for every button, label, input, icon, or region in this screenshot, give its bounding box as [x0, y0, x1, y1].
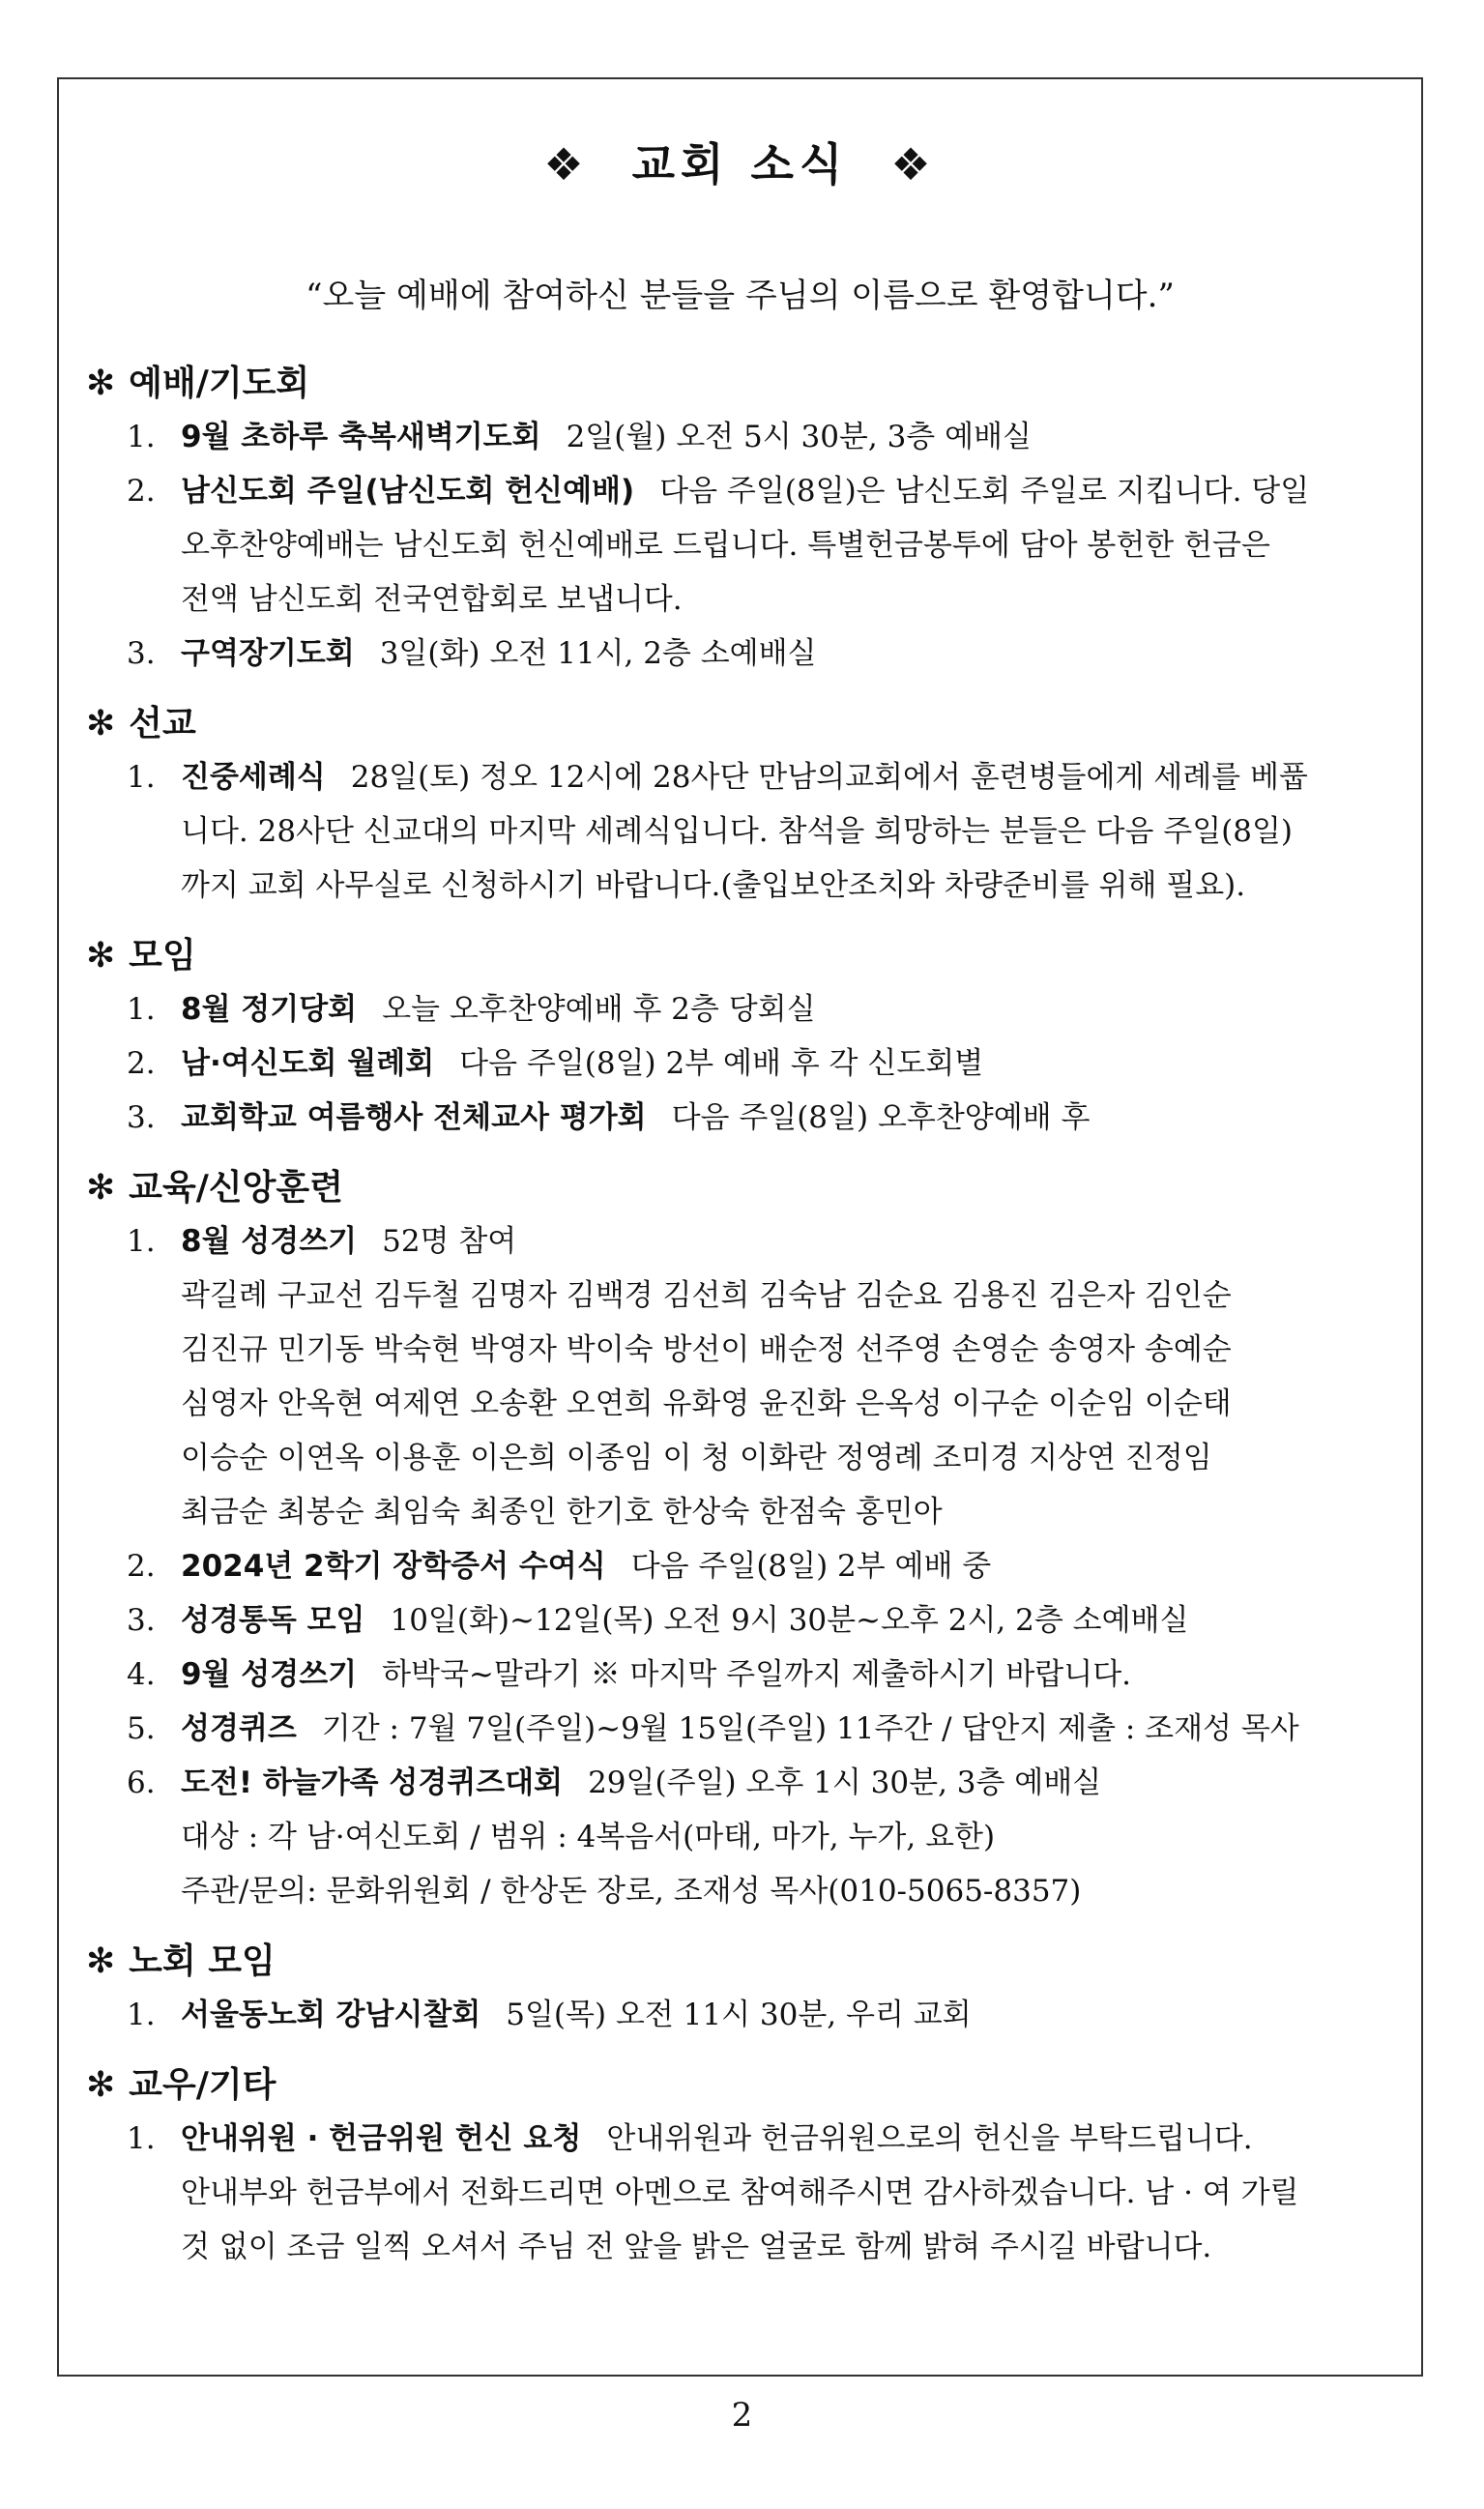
- item-line: [181, 1485, 1394, 1539]
- item-line: [181, 1593, 1394, 1648]
- section-heading-text: 교육/신앙훈련: [129, 1168, 343, 1208]
- diamond-ornament-icon: ❖: [543, 138, 590, 190]
- item-text: 다음 주일(8일) 2부 예배 중: [630, 1549, 992, 1584]
- item-text: 안내부와 헌금부에서 전화드리면 아멘으로 참여해주시면 감사하겠습니다. 남 · 여 가릴: [181, 2175, 1299, 2210]
- item-text: 대상 : 각 남·여신도회 / 범위 : 4복음서(마태, 마가, 누가, 요한): [181, 1820, 996, 1854]
- diamond-ornament-icon: ❖: [890, 138, 937, 190]
- item-line: [181, 518, 1394, 572]
- item-text: 곽길례 구교선 김두철 김명자 김백경 김선희 김숙남 김순요 김용진 김은자 김인순: [181, 1278, 1232, 1313]
- page-title: [59, 130, 1421, 193]
- welcome-message: “오늘 예배에 참여하신 분들을 주님의 이름으로 환영합니다.”: [306, 277, 1175, 315]
- item-number: 1.: [127, 420, 156, 454]
- item-line: [181, 1269, 1394, 1323]
- item-title: 남·여신도회 월례회: [181, 1046, 435, 1081]
- news-section: [86, 1162, 1394, 1918]
- news-content: [86, 358, 1394, 2291]
- news-item: [86, 1648, 1394, 1702]
- section-heading-text: 교우/기타: [129, 2065, 276, 2105]
- item-text: 니다. 28사단 신교대의 마지막 세례식입니다. 참석을 희망하는 분들은 다음 주일(8일): [181, 814, 1294, 849]
- item-text: 오늘 오후찬양예배 후 2층 당회실: [382, 992, 816, 1027]
- news-section: [86, 930, 1394, 1145]
- item-line: [181, 859, 1394, 913]
- item-text: 까지 교회 사무실로 신청하시기 바랍니다.(출입보안조치와 차량준비를 위해 필요).: [181, 868, 1246, 903]
- item-title: 교회학교 여름행사 전체교사 평가회: [181, 1100, 647, 1135]
- item-line: [181, 1377, 1394, 1431]
- item-line: [181, 1091, 1394, 1145]
- item-title: 남신도회 주일(남신도회 헌신예배): [181, 474, 635, 509]
- news-item: [86, 750, 1394, 913]
- section-heading: [86, 698, 1394, 750]
- item-line: [181, 1539, 1394, 1593]
- item-text: 3일(화) 오전 11시, 2층 소예배실: [379, 636, 817, 671]
- item-number: 1.: [127, 1998, 156, 2032]
- item-number: 3.: [127, 636, 156, 671]
- item-number: 1.: [127, 760, 156, 795]
- asterisk-bullet-icon: ✻: [86, 364, 116, 403]
- item-number: 2.: [127, 1046, 156, 1081]
- item-line: [181, 750, 1394, 804]
- item-number: 3.: [127, 1100, 156, 1135]
- item-line: [181, 1214, 1394, 1269]
- item-line: [181, 1323, 1394, 1377]
- item-line: [181, 2166, 1394, 2220]
- item-text: 다음 주일(8일)은 남신도회 주일로 지킵니다. 당일: [659, 474, 1310, 509]
- item-line: [181, 1431, 1394, 1485]
- item-title: 9월 초하루 축복새벽기도회: [181, 420, 541, 454]
- item-text: 다음 주일(8일) 오후찬양예배 후: [671, 1100, 1091, 1135]
- bulletin-frame: [57, 77, 1423, 2377]
- news-item: [86, 1593, 1394, 1648]
- item-text: 오후찬양예배는 남신도회 헌신예배로 드립니다. 특별헌금봉투에 담아 봉헌한 헌금은: [181, 528, 1270, 563]
- item-text: 김진규 민기동 박숙현 박영자 박이숙 방선이 배순정 선주영 손영순 송영자 송예순: [181, 1332, 1232, 1367]
- item-text: 2일(월) 오전 5시 30분, 3층 예배실: [566, 420, 1032, 454]
- item-text: 주관/문의: 문화위원회 / 한상돈 장로, 조재성 목사(010-5065-8357): [181, 1874, 1082, 1909]
- item-title: 서울동노회 강남시찰회: [181, 1998, 481, 2032]
- item-text: 하박국~말라기 ※ 마지막 주일까지 제출하시기 바랍니다.: [382, 1657, 1132, 1692]
- item-text: 5일(목) 오전 11시 30분, 우리 교회: [506, 1998, 972, 2032]
- news-section: [86, 2059, 1394, 2274]
- item-text: 52명 참여: [382, 1224, 517, 1259]
- news-section: [86, 698, 1394, 913]
- news-item: [86, 1988, 1394, 2042]
- asterisk-bullet-icon: ✻: [86, 1941, 116, 1981]
- news-item: [86, 1702, 1394, 1756]
- item-title: 8월 성경쓰기: [181, 1224, 358, 1259]
- item-text: 것 없이 조금 일찍 오셔서 주님 전 앞을 밝은 얼굴로 함께 밝혀 주시길 바랍니다.: [181, 2230, 1212, 2264]
- news-item: [86, 2112, 1394, 2274]
- item-title: 성경통독 모임: [181, 1603, 365, 1638]
- asterisk-bullet-icon: ✻: [86, 1168, 116, 1208]
- item-text: 10일(화)~12일(목) 오전 9시 30분~오후 2시, 2층 소예배실: [390, 1603, 1189, 1638]
- item-title: 안내위원 · 헌금위원 헌신 요청: [181, 2121, 582, 2156]
- item-line: [181, 410, 1394, 464]
- item-text: 안내위원과 헌금위원으로의 헌신을 부탁드립니다.: [606, 2121, 1253, 2156]
- news-section: [86, 1936, 1394, 2042]
- item-number: 1.: [127, 2121, 156, 2156]
- item-line: [181, 804, 1394, 859]
- asterisk-bullet-icon: ✻: [86, 2065, 116, 2105]
- item-text: 심영자 안옥현 여제연 오송환 오연희 유화영 윤진화 은옥성 이구순 이순임 이순태: [181, 1386, 1232, 1421]
- item-number: 1.: [127, 1224, 156, 1259]
- item-line: [181, 627, 1394, 681]
- item-text: 기간 : 7월 7일(주일)~9월 15일(주일) 11주간 / 답안지 제출 : 조재성 목사: [321, 1711, 1299, 1746]
- news-item: [86, 1036, 1394, 1091]
- item-line: [181, 572, 1394, 627]
- item-line: [181, 1036, 1394, 1091]
- section-heading-text: 모임: [129, 936, 196, 976]
- item-title: 진중세례식: [181, 760, 326, 795]
- item-title: 성경퀴즈: [181, 1711, 297, 1746]
- item-number: 2.: [127, 474, 156, 509]
- item-line: [181, 1702, 1394, 1756]
- item-title: 8월 정기당회: [181, 992, 358, 1027]
- item-number: 1.: [127, 992, 156, 1027]
- item-line: [181, 1864, 1394, 1918]
- news-item: [86, 464, 1394, 627]
- item-number: 5.: [127, 1711, 156, 1746]
- item-number: 4.: [127, 1657, 156, 1692]
- news-item: [86, 982, 1394, 1036]
- item-text: 전액 남신도회 전국연합회로 보냅니다.: [181, 582, 683, 617]
- item-number: 6.: [127, 1765, 156, 1800]
- page-number: 2: [731, 2396, 753, 2435]
- item-number: 3.: [127, 1603, 156, 1638]
- section-heading-text: 선교: [129, 704, 196, 744]
- news-item: [86, 627, 1394, 681]
- news-item: [86, 1091, 1394, 1145]
- asterisk-bullet-icon: ✻: [86, 936, 116, 976]
- item-line: [181, 464, 1394, 518]
- news-item: [86, 1214, 1394, 1539]
- item-text: 최금순 최봉순 최임숙 최종인 한기호 한상숙 한점숙 홍민아: [181, 1495, 943, 1530]
- item-text: 28일(토) 정오 12시에 28사단 만남의교회에서 훈련병들에게 세례를 베풉: [350, 760, 1308, 795]
- item-line: [181, 1756, 1394, 1810]
- item-line: [181, 1648, 1394, 1702]
- section-heading: [86, 1162, 1394, 1214]
- item-line: [181, 982, 1394, 1036]
- section-heading: [86, 2059, 1394, 2112]
- section-heading: [86, 930, 1394, 982]
- item-line: [181, 1988, 1394, 2042]
- section-heading: [86, 1936, 1394, 1988]
- news-section: [86, 358, 1394, 681]
- news-item: [86, 1756, 1394, 1918]
- item-text: 29일(주일) 오후 1시 30분, 3층 예배실: [588, 1765, 1102, 1800]
- item-title: 9월 성경쓰기: [181, 1657, 358, 1692]
- section-heading-text: 노회 모임: [129, 1941, 276, 1981]
- item-number: 2.: [127, 1549, 156, 1584]
- section-heading: [86, 358, 1394, 410]
- item-line: [181, 2112, 1394, 2166]
- item-title: 구역장기도회: [181, 636, 355, 671]
- news-item: [86, 410, 1394, 464]
- item-title: 2024년 2학기 장학증서 수여식: [181, 1549, 606, 1584]
- item-text: 이승순 이연옥 이용훈 이은희 이종임 이 청 이화란 정영례 조미경 지상연 진정임: [181, 1441, 1212, 1475]
- item-text: 다음 주일(8일) 2부 예배 후 각 신도회별: [459, 1046, 984, 1081]
- title-text: 교회 소식: [631, 138, 849, 190]
- section-heading-text: 예배/기도회: [129, 364, 310, 403]
- item-line: [181, 2220, 1394, 2274]
- item-line: [181, 1810, 1394, 1864]
- news-item: [86, 1539, 1394, 1593]
- asterisk-bullet-icon: ✻: [86, 704, 116, 744]
- item-title: 도전! 하늘가족 성경퀴즈대회: [181, 1765, 564, 1800]
